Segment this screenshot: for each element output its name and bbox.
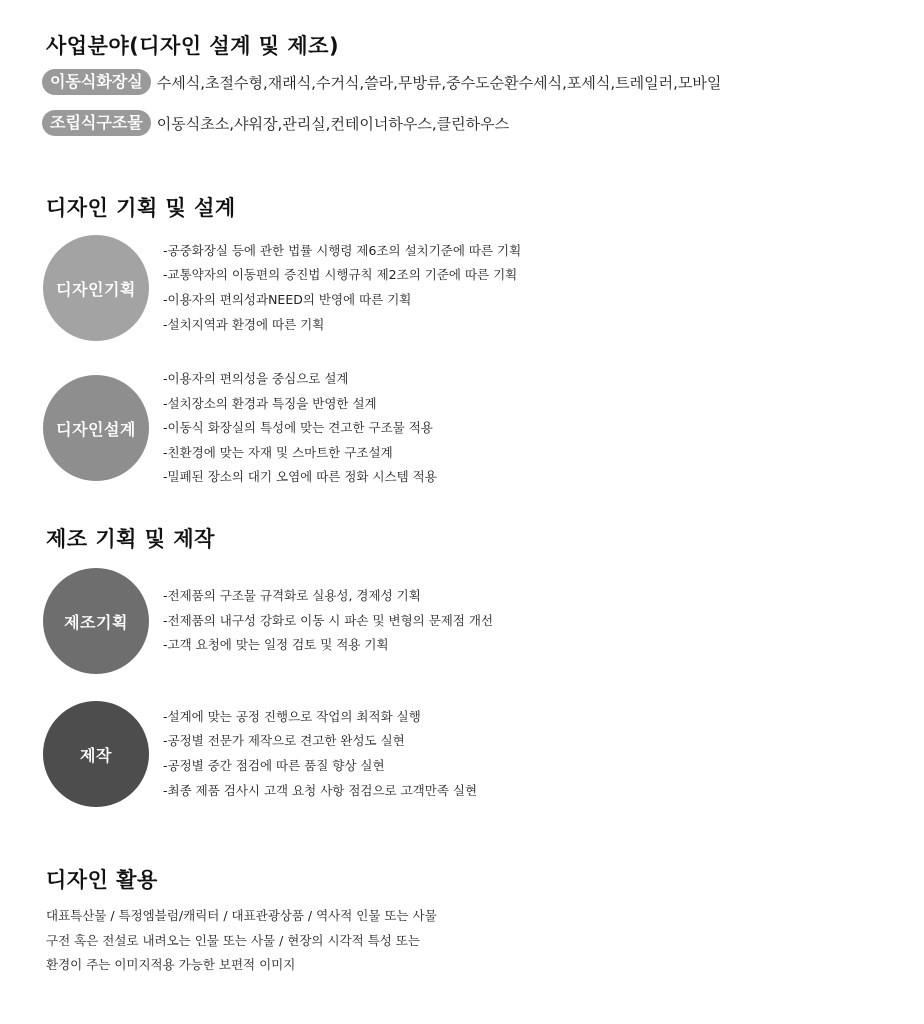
category-text-toilet: 수세식,초절수형,재래식,수거식,쓸라,무방류,중수도순환수세식,포세식,트레일러,모바일	[156, 73, 722, 92]
usage-line: 대표특산물 / 특정엠블럼/캐릭터 / 대표관광상품 / 역사적 인물 또는 사물	[46, 908, 437, 923]
list-item: -이용자의 편의성을 중심으로 설계	[163, 371, 349, 386]
list-item: -최종 제품 검사시 고객 요청 사항 점검으로 고객만족 실현	[163, 782, 478, 798]
design-planning-circle: 디자인기획	[43, 235, 149, 341]
business-row-structure	[42, 110, 509, 136]
list-item: -고객 요청에 맞는 일정 검토 및 적용 기획	[163, 637, 389, 653]
category-badge-toilet: 이동식화장실	[42, 69, 151, 95]
list-item: -전제품의 내구성 강화로 이동 시 파손 및 변형의 문제점 개선	[163, 612, 494, 628]
list-item: -전제품의 구조물 규격화로 실용성, 경제성 기획	[163, 588, 421, 604]
design-drafting-circle: 디자인설계	[43, 375, 149, 481]
design-planning-list	[163, 239, 521, 337]
list-item: -공정별 중간 점검에 따른 품질 향상 실현	[163, 758, 385, 773]
list-item: -공중화장실 등에 관한 법률 시행령 제6조의 설치기준에 따른 기획	[163, 242, 522, 258]
list-item: -설치장소의 환경과 특징을 반영한 설계	[163, 395, 377, 411]
list-item: -이용자의 편의성과NEED의 반영에 따른 기획	[163, 292, 412, 307]
design-drafting-block	[43, 367, 437, 490]
design-planning-block	[43, 235, 521, 341]
design-title: 디자인 기획 및 설계	[46, 196, 236, 220]
usage-line: 환경이 주는 이미지적용 가능한 보편적 이미지	[46, 957, 296, 973]
business-title: 사업분야(디자인 설계 및 제조)	[46, 34, 340, 58]
business-row-toilet	[42, 69, 721, 95]
manufacture-planning-block	[43, 568, 493, 674]
production-block	[43, 701, 477, 807]
list-item: -친환경에 맞는 자재 및 스마트한 구조설계	[163, 444, 393, 460]
manufacture-planning-circle: 제조기획	[43, 568, 149, 674]
manufacture-planning-list	[163, 584, 493, 658]
usage-line: 구전 혹은 전설로 내려오는 인물 또는 사물 / 현장의 시각적 특성 또는	[46, 932, 420, 948]
list-item: -이동식 화장실의 특성에 맞는 견고한 구조물 적용	[163, 420, 433, 436]
production-list	[163, 705, 477, 803]
list-item: -설치지역과 환경에 따른 기획	[163, 316, 325, 332]
production-circle: 제작	[43, 701, 149, 807]
usage-title: 디자인 활용	[46, 868, 158, 892]
list-item: -공정별 전문가 제작으로 견고한 완성도 실현	[163, 733, 405, 749]
category-badge-structure: 조립식구조물	[42, 110, 151, 136]
usage-text	[46, 904, 437, 978]
design-drafting-list	[163, 367, 437, 490]
list-item: -설계에 맞는 공정 진행으로 작업의 최적화 실행	[163, 708, 421, 724]
manufacture-title: 제조 기획 및 제작	[46, 527, 215, 551]
category-text-structure: 이동식초소,샤워장,관리실,컨테이너하우스,클린하우스	[156, 114, 510, 133]
list-item: -밀폐된 장소의 대기 오염에 따른 정화 시스템 적용	[163, 469, 437, 485]
list-item: -교통약자의 이동편의 증진법 시행규칙 제2조의 기준에 따른 기획	[163, 267, 518, 283]
